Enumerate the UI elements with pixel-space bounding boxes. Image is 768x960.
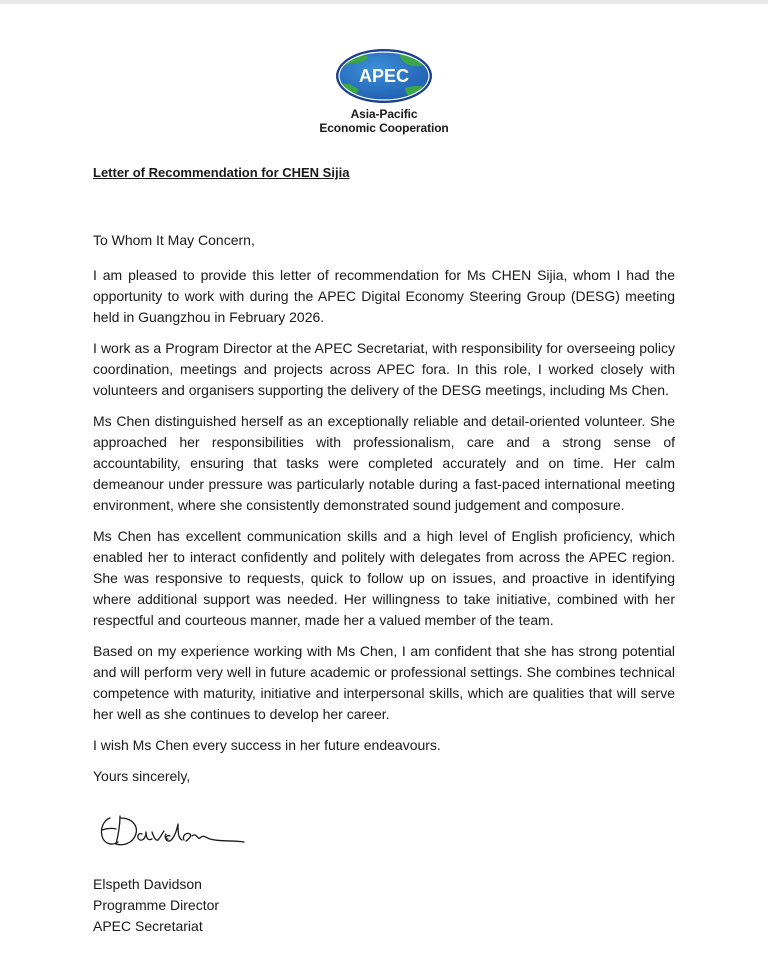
signatory-title: Programme Director [93,897,220,913]
page-top-border [0,0,768,4]
salutation: To Whom It May Concern, [93,232,255,248]
paragraph-intro: I am pleased to provide this letter of recommendation for Ms CHEN Sijia, whom I had the opportunity to work with during the APEC Digital Economy Steering Group (DESG) meeting held in Guangzhou in February 2026. [93,267,675,325]
apec-wordmark: APEC [358,66,410,86]
letter-title: Letter of Recommendation for CHEN Sijia [93,165,350,180]
signatory-organisation: APEC Secretariat [93,918,203,934]
paragraph-role: I work as a Program Director at the APEC Secretariat, with responsibility for overseeing policy coordination, meetings and projects across APEC fora. In this role, I worked closely with volunteers and organisers supporting the delivery of the DESG meetings, including Ms Chen. [93,340,675,398]
closing: Yours sincerely, [93,768,191,784]
apec-logo-line1: Asia-Pacific [350,107,418,121]
letter-body [93,164,675,797]
signatory-block [93,874,219,937]
paragraph-recommendation: Based on my experience working with Ms Chen, I am confident that she has strong potential and will perform very well in future academic or professional settings. She combines technical competence with maturity, initiative and interpersonal skills, which are qualities that will serve her well as she continues to develop her career. [93,643,675,722]
signatory-name: Elspeth Davidson [93,876,202,892]
apec-logo [300,48,468,135]
paragraph-qualities: Ms Chen distinguished herself as an exceptionally reliable and detail-oriented volunteer. She approached her responsibilities with professionalism, care and a strong sense of accountability, ensuring that tasks were completed accurately and on time. Her calm demeanour under pressure was particularly notable during a fast-paced international meeting environment, where she consistently demonstrated sound judgement and composure. [93,413,675,513]
paragraph-skills: Ms Chen has excellent communication skills and a high level of English proficiency, which enabled her to interact confidently and politely with delegates from across the APEC region. She was responsive to requests, quick to follow up on issues, and proactive in identifying where additional support was needed. Her willingness to take initiative, combined with her respectful and courteous manner, made her a valued member of the team. [93,528,675,628]
apec-globe-icon [335,48,433,104]
signature [96,806,256,860]
well-wishes: I wish Ms Chen every success in her future endeavours. [93,737,441,753]
apec-logo-line2: Economic Cooperation [319,121,449,135]
